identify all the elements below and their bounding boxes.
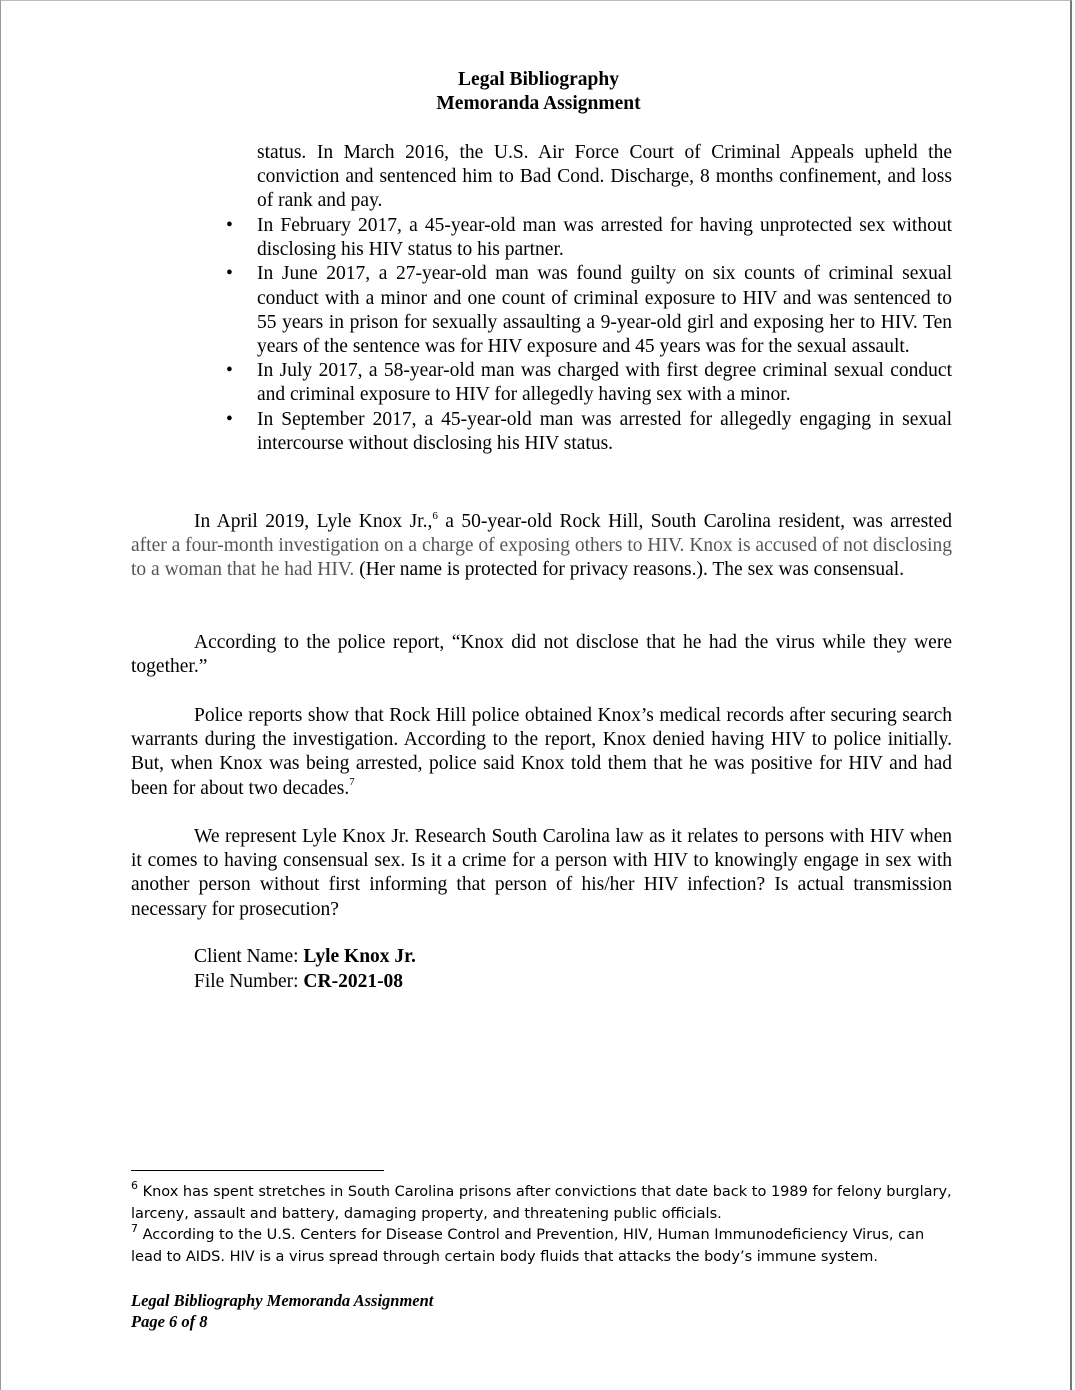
list-item-text: In February 2017, a 45-year-old man was arrested for having unprotected sex without disclosing his HIV status to his partner. xyxy=(257,215,952,261)
footnote-ref-7: 7 xyxy=(349,776,355,789)
footnote-ref-6: 6 xyxy=(432,509,438,522)
paragraph-assignment: We represent Lyle Knox Jr. Research South Carolina law as it relates to persons with HIV when it comes to having consensual sex. Is it a crime for a person with HIV to knowingly engage in sex with another person without first informing that person of his/her HIV infection? Is actual transmission necessary for prosecution? xyxy=(131,826,952,920)
footnote-7: $^7$ According to the U.S. Centers for Disease Control and Prevention, HIV, Human Immunodeficiency Virus, can lead to AIDS. HIV is a virus spread through certain body fluids that attacks the body’s immune system. xyxy=(131,1222,925,1265)
continued-paragraph: status. In March 2016, the U.S. Air Force Court of Criminal Appeals upheld the conviction and sentenced him to Bad Cond. Discharge, 8 months confinement, and loss of rank and pay. xyxy=(257,142,952,212)
bullet-icon: • xyxy=(226,263,233,285)
footnotes xyxy=(131,1179,953,1268)
list-item xyxy=(1,214,952,262)
footnote-6: $^6$ Knox has spent stretches in South Carolina prisons after convictions that date back to 1989 for felony burglary, larceny, assault and battery, damaging property, and threatening public officials. xyxy=(131,1179,952,1222)
file-number-line: File Number: CR-2021-08 xyxy=(194,970,404,992)
list-item-text: In July 2017, a 58-year-old man was charged with first degree criminal sexual conduct and criminal exposure to HIV for allegedly having sex with a minor. xyxy=(257,360,952,406)
list-item xyxy=(1,359,952,407)
footer-title: Legal Bibliography Memoranda Assignment xyxy=(131,1291,434,1310)
list-item-text: In June 2017, a 27-year-old man was found guilty on six counts of criminal sexual conduct with a minor and one count of criminal exposure to HIV and was sentenced to 55 years in prison for sexually assaulting a 9-year-old girl and exposing her to HIV. Ten years of the sentence was for HIV exposure and 45 years was for the sexual assault. xyxy=(257,263,952,358)
header-title: Legal Bibliography xyxy=(458,69,619,90)
bullet-icon: • xyxy=(226,360,233,382)
header-subtitle: Memoranda Assignment xyxy=(436,93,641,114)
client-info xyxy=(194,945,416,994)
list-item xyxy=(1,262,952,359)
list-item-text: In September 2017, a 45-year-old man was arrested for allegedly engaging in sexual intercourse without disclosing his HIV status. xyxy=(257,408,952,454)
bullet-icon: • xyxy=(226,215,233,236)
list-item xyxy=(1,408,952,456)
paragraph-medical-records: Police reports show that Rock Hill police obtained Knox’s medical records after securing search warrants during the investigation. According to the report, Knox denied having HIV to police initially. But, when Knox was being arrested, police said Knox told them that he was positive for HIV and had been for about two decades.$^7$ xyxy=(131,705,952,799)
footnote-divider xyxy=(131,1170,384,1171)
client-name-line: Client Name: Lyle Knox Jr. xyxy=(194,946,416,967)
paragraph-police-report: According to the police report, “Knox did not disclose that he had the virus while they were together.” xyxy=(131,632,952,678)
client-name: Lyle Knox Jr. xyxy=(303,946,416,967)
file-number: CR-2021-08 xyxy=(303,970,404,992)
page-footer xyxy=(131,1290,433,1332)
page-number: Page 6 of 8 xyxy=(131,1312,208,1331)
bullet-icon: • xyxy=(226,408,233,430)
paragraph-arrest: In April 2019, Lyle Knox Jr.,$^6$ a 50-year-old Rock Hill, South Carolina resident, was arrested after a four-month investigation on a charge of exposing others to HIV. Knox is accused of not disclosing to a woman that he had HIV. (Her name is protected for privacy reasons.). The sex was consensual. xyxy=(131,509,952,581)
case-list xyxy=(1,214,952,456)
page-header xyxy=(1,68,1075,116)
